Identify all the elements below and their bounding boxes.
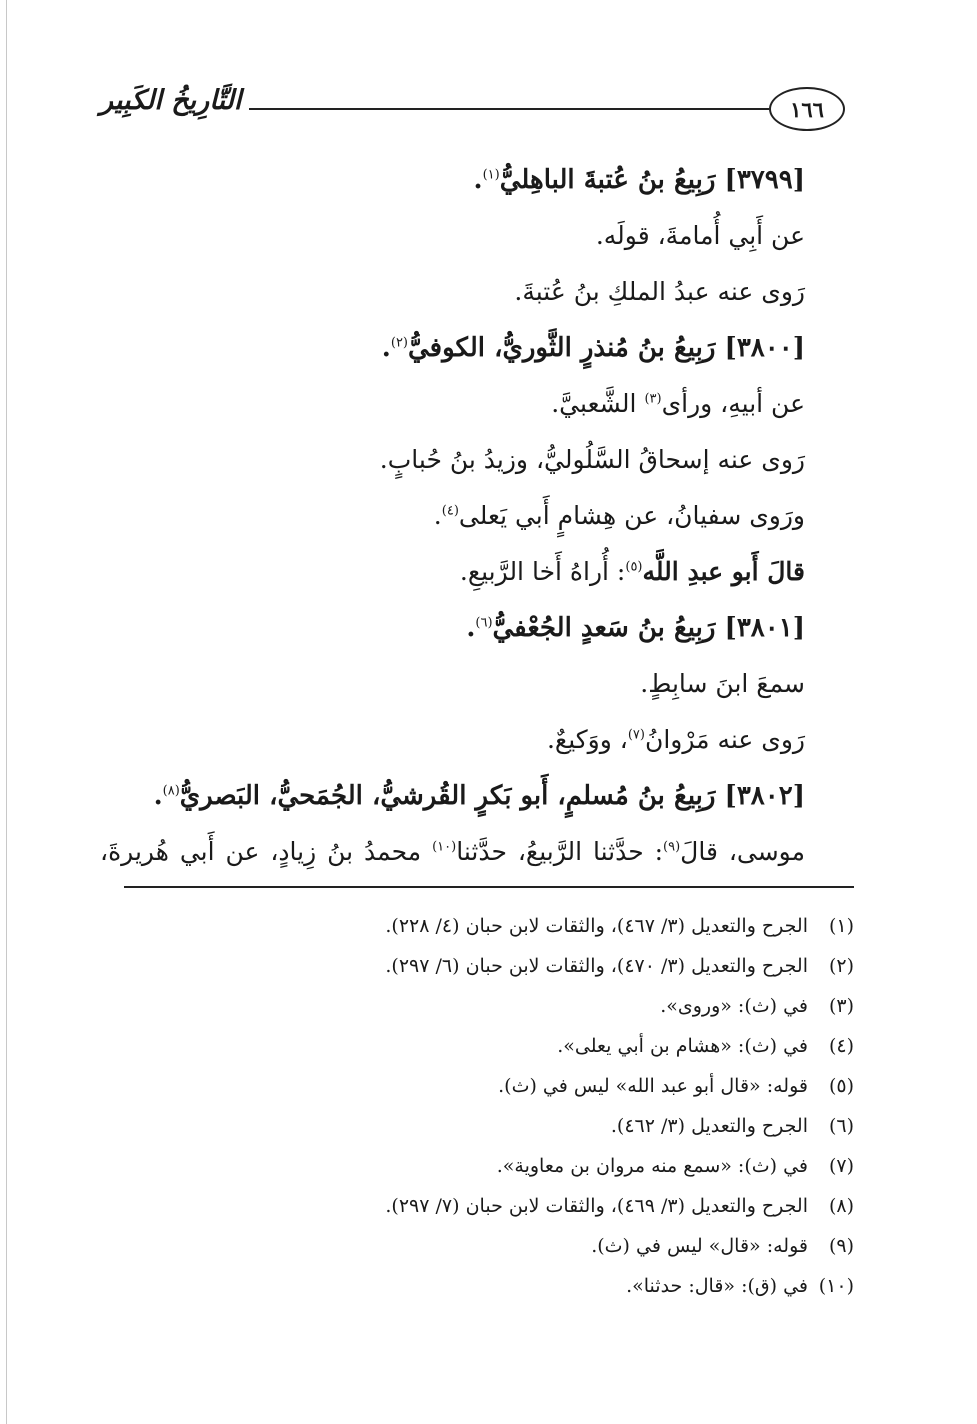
footnote-text: الجرح والتعديل (٣/ ٤٦٩)، والثقات لابن حبان (٧/ ٢٩٧). (385, 1195, 808, 1217)
footnote-text: الجرح والتعديل (٣/ ٤٧٠)، والثقات لابن حبان (٦/ ٢٩٧). (385, 955, 808, 977)
footnote-number: (٤) (828, 1035, 854, 1057)
footnote-text: في (ث): «وروى». (660, 995, 808, 1017)
entry-number: [٣٨٠٠] (724, 333, 805, 363)
page-number-badge (769, 87, 845, 131)
footnote-ref: (١٠) (432, 839, 457, 855)
text-line-last: موسى، قالَ$^{(٩)}$: حدَّثنا الرَّبيعُ، حدَّثنا$^{(١٠)}$ محمدُ بنُ زِيادٍ، عن أَبي هُريرةَ، (100, 837, 805, 866)
footnote-text: قوله: «قال أبو عبد الله» ليس في (ث). (498, 1075, 808, 1097)
entry-number: [٣٧٩٩] (724, 165, 805, 195)
entry-heading-3801: [٣٨٠١] رَبِيعُ بنُ سَعدٍ الجُعْفيُّ$^{(٦)}$. (466, 613, 805, 643)
footnote-text: الجرح والتعديل (٣/ ٤٦٧)، والثقات لابن حبان (٤/ ٢٢٨). (385, 915, 808, 937)
footnote-number: (٣) (828, 995, 854, 1017)
footnotes (124, 906, 854, 1306)
footnote-number: (٥) (828, 1075, 854, 1097)
entry-number: [٣٨٠١] (724, 613, 805, 643)
text-line: ورَوى سفيانُ، عن هِشامٍ أَبي يَعلى$^{(٤)}$. (433, 501, 805, 530)
scan-edge (6, 0, 7, 1424)
footnote-number: (٢) (828, 955, 854, 977)
footnote-number: (٨) (828, 1195, 854, 1217)
text-line: رَوى عنه مَرْوانُ$^{(٧)}$، ووَكيعٌ. (546, 725, 805, 754)
entry-name: رَبِيعُ بنُ سَعدٍ الجُعْفيُّ (492, 613, 716, 643)
entry-heading-3799: [٣٧٩٩] رَبِيعُ بنُ عُتبةَ الباهِليُّ$^{(١)}$. (473, 165, 805, 195)
entry-heading-3800: [٣٨٠٠] رَبِيعُ بنُ مُنذرٍ الثَّوريُّ، الكوفيُّ$^{(٢)}$. (381, 333, 805, 363)
footnote-text: في (ق): «قال: حدثنا». (626, 1275, 808, 1297)
entry-name: رَبِيعُ بنُ عُتبةَ الباهِليُّ (499, 165, 716, 195)
footnote-item (124, 1066, 854, 1106)
text-line: قالَ أَبو عبدِ اللَّه$^{(٥)}$: أُراهُ أَخا الرَّبيعِ. (459, 557, 805, 586)
qala-label: قالَ أَبو عبدِ اللَّه (642, 557, 805, 586)
footnote-number: (٩) (828, 1235, 854, 1257)
entry-name: رَبِيعُ بنُ مُنذرٍ الثَّوريُّ، الكوفيُّ (408, 333, 716, 363)
footnote-item (124, 1106, 854, 1146)
footnote-ref: (٧) (627, 727, 645, 743)
footnote-item (124, 1266, 854, 1306)
footnote-item (124, 1226, 854, 1266)
footnote-item (124, 1026, 854, 1066)
footnote-text: في (ث): «سمع منه مروان بن معاوية». (496, 1155, 808, 1177)
footnote-number: (١٠) (818, 1275, 854, 1297)
entry-number: [٣٨٠٢] (724, 781, 805, 811)
text-line: عن أبيهِ، ورأى$^{(٣)}$ الشَّعبيَّ. (551, 389, 805, 418)
text-line: سمعَ ابنَ سابِطٍ. (640, 669, 805, 698)
footnote-ref: (٤) (441, 503, 459, 519)
footnote-ref: (٨) (162, 783, 180, 799)
header-rule (249, 108, 769, 110)
text-line: رَوى عنه عبدُ الملكِ بنُ عُتبةَ. (514, 277, 805, 306)
main-text (100, 152, 805, 880)
footnote-ref: (٢) (390, 335, 408, 351)
footnote-text: في (ث): «هشام بن أبي يعلى». (557, 1035, 808, 1057)
footnote-number: (١) (828, 915, 854, 937)
page-header (100, 85, 845, 135)
running-title: التَّارِيخُ الكَبِير (100, 85, 242, 116)
footnote-ref: (٣) (644, 391, 662, 407)
footnote-item (124, 986, 854, 1026)
entry-heading-3802: [٣٨٠٢] رَبِيعُ بنُ مُسلمٍ، أَبو بَكرٍ القُرشيُّ، الجُمَحيُّ، البَصريُّ$^{(٨)}$. (153, 781, 805, 811)
page-number: ١٦٦ (790, 96, 824, 122)
footnote-text: الجرح والتعديل (٣/ ٤٦٢). (610, 1115, 808, 1137)
text-line: رَوى عنه إسحاقُ السَّلُوليُّ، وزيدُ بنُ حُبابٍ. (379, 445, 805, 474)
footnote-ref: (١) (482, 167, 500, 183)
footnote-ref: (٥) (625, 559, 643, 575)
entry-name: رَبِيعُ بنُ مُسلمٍ، أَبو بَكرٍ القُرشيُّ، الجُمَحيُّ، البَصريُّ (179, 781, 716, 811)
footnote-number: (٦) (828, 1115, 854, 1137)
footnote-item (124, 906, 854, 946)
footnote-text: قوله: «قال» ليس في (ث). (591, 1235, 808, 1257)
footnote-separator (124, 886, 854, 888)
footnote-item (124, 946, 854, 986)
footnote-item (124, 1186, 854, 1226)
footnote-ref: (٩) (663, 839, 681, 855)
text-line: عن أَبِي أُمامةَ، قولَه. (595, 221, 805, 250)
footnote-item (124, 1146, 854, 1186)
footnote-number: (٧) (828, 1155, 854, 1177)
footnote-ref: (٦) (475, 615, 493, 631)
